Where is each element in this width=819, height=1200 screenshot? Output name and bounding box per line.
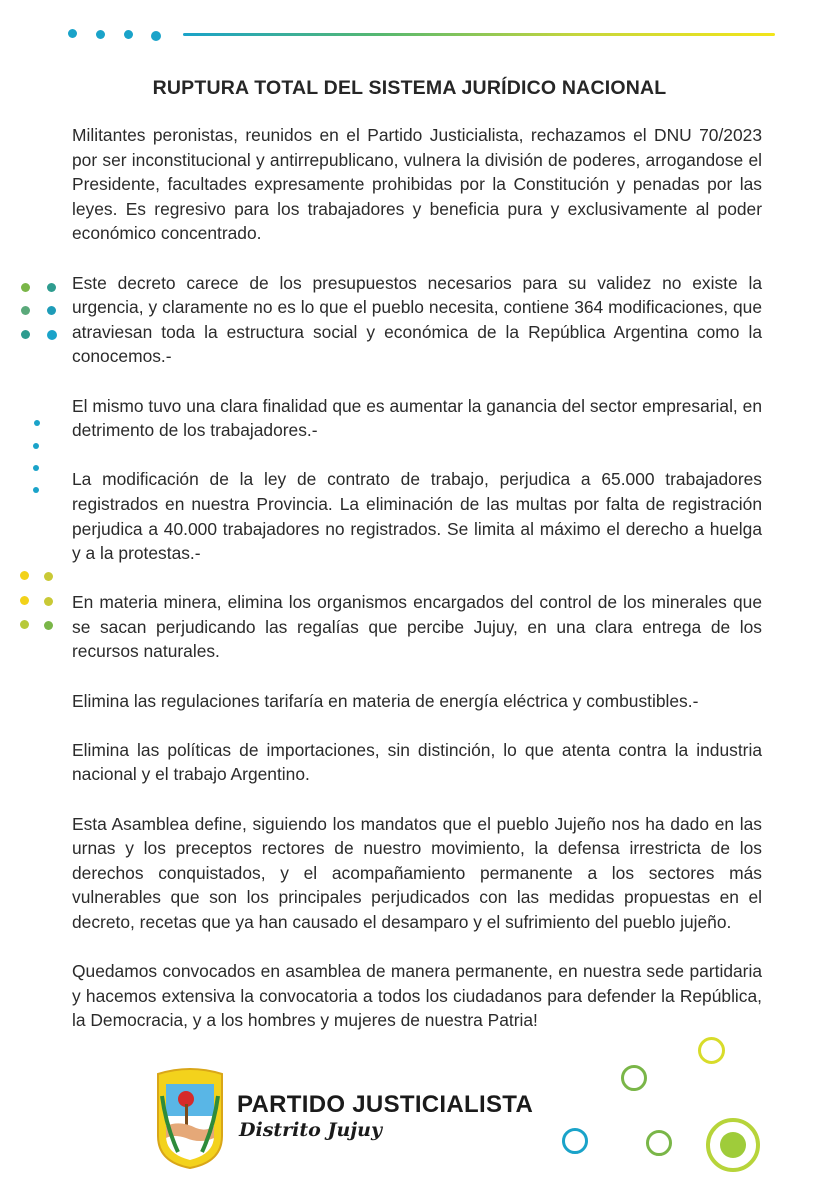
decor-ring bbox=[698, 1037, 725, 1064]
decor-dot bbox=[44, 597, 53, 606]
decor-dot bbox=[720, 1132, 746, 1158]
decor-dot bbox=[44, 621, 53, 630]
decor-dot bbox=[20, 571, 29, 580]
decor-ring bbox=[646, 1130, 672, 1156]
paragraph: El mismo tuvo una clara finalidad que es aumentar la ganancia del sector empresarial, en detrimento de los trabajadores.- bbox=[72, 395, 762, 441]
decor-dot bbox=[68, 29, 77, 38]
decor-dot bbox=[21, 283, 30, 292]
paragraph: Quedamos convocados en asamblea de manera permanente, en nuestra sede partidaria y hacemos extensiva la convocatoria a todos los ciudadanos para defender la República, la Democracia, y a los hombres y mujeres de nuestra Patria! bbox=[72, 961, 762, 1031]
pj-shield-logo-icon bbox=[152, 1066, 228, 1170]
paragraph: Esta Asamblea define, siguiendo los mandatos que el pueblo Jujeño nos ha dado en las urnas y los preceptos rectores de nuestro movimiento, la defensa irrestricta de los derechos conquistados, y el acompañamiento permanente a los sectores más vulnerables que son los principales perjudicados con las medidas propuestas en el decreto, recetas que ya han causado el desamparo y el sufrimiento del pueblo jujeño. bbox=[72, 813, 762, 932]
paragraph: Elimina las regulaciones tarifaría en materia de energía eléctrica y combustibles.- bbox=[72, 690, 699, 711]
paragraph: La modificación de la ley de contrato de trabajo, perjudica a 65.000 trabajadores registrados en nuestra Provincia. La eliminación de las multas por falta de registración perjudica a 40.000 trabajadores no registrados. Se limita al máximo el derecho a huelga y a la protestas.- bbox=[72, 469, 762, 564]
decor-dot bbox=[47, 330, 57, 340]
org-district: Distrito Jujuy bbox=[239, 1119, 382, 1141]
decor-dot bbox=[33, 487, 39, 493]
header-gradient-line bbox=[183, 33, 775, 36]
decor-dot bbox=[124, 30, 133, 39]
org-name: PARTIDO JUSTICIALISTA bbox=[237, 1091, 534, 1118]
decor-dot bbox=[44, 572, 53, 581]
decor-dot bbox=[20, 596, 29, 605]
decor-dot bbox=[33, 443, 39, 449]
page-title: RUPTURA TOTAL DEL SISTEMA JURÍDICO NACIONAL bbox=[152, 77, 667, 99]
decor-dot bbox=[34, 420, 40, 426]
decor-dot bbox=[47, 283, 56, 292]
decor-dot bbox=[20, 620, 29, 629]
paragraph: Militantes peronistas, reunidos en el Partido Justicialista, rechazamos el DNU 70/2023 por ser inconstitucional y antirrepublicano, vulnera la división de poderes, arrogandose el Presidente, facultades expresamente prohibidas por la Constitución y penadas por las leyes. Es regresivo para los trabajadores y beneficia pura y exclusivamente al poder económico concentrado. bbox=[72, 125, 762, 244]
decor-dot bbox=[21, 306, 30, 315]
decor-dot bbox=[96, 30, 105, 39]
decor-ring bbox=[562, 1128, 588, 1154]
paragraph: Este decreto carece de los presupuestos necesarios para su validez no existe la urgencia, y claramente no es lo que el pueblo necesita, contiene 364 modificaciones, que atraviesan toda la estructura social y económica de la República Argentina como la conocemos.- bbox=[72, 272, 762, 367]
decor-dot bbox=[33, 465, 39, 471]
decor-ring bbox=[621, 1065, 647, 1091]
paragraph: En materia minera, elimina los organismos encargados del control de los minerales que se sacan perjudicando las regalías que percibe Jujuy, en una clara entrega de los recursos naturales. bbox=[72, 592, 762, 662]
paragraph: Elimina las políticas de importaciones, sin distinción, lo que atenta contra la industria nacional y el trabajo Argentino. bbox=[72, 739, 762, 785]
statement-body bbox=[72, 123, 762, 1058]
decor-dot bbox=[151, 31, 161, 41]
decor-dot bbox=[47, 306, 56, 315]
decor-dot bbox=[21, 330, 30, 339]
